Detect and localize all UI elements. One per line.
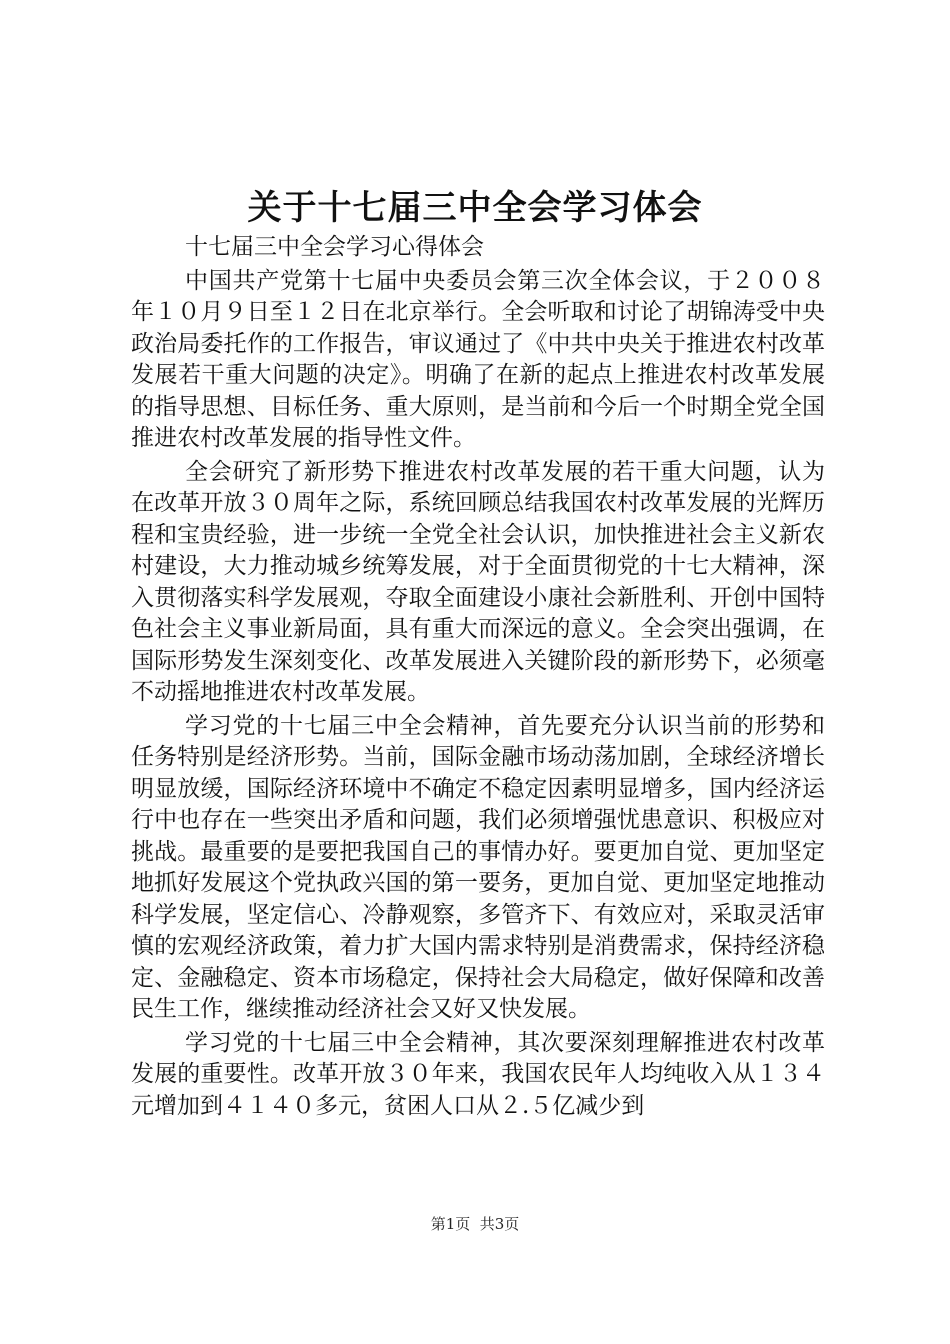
document-body: [131, 232, 825, 1122]
document-title: 关于十七届三中全会学习体会: [247, 188, 703, 228]
paragraph-subtitle: 十七届三中全会学习心得体会: [185, 234, 485, 260]
paragraph: 学习党的十七届三中全会精神，首先要充分认识当前的形势和任务特别是经济形势。当前，国际金融市场动荡加剧，全球经济增长明显放缓，国际经济环境中不确定不稳定因素明显增多，国内经济运行中也存在一些突出矛盾和问题，我们必须增强忧患意识、积极应对挑战。最重要的是要把我国自己的事情办好。要更加自觉、更加坚定地抓好发展这个党执政兴国的第一要务，更加自觉、更加坚定地推动科学发展，坚定信心、冷静观察，多管齐下、有效应对，采取灵活审慎的宏观经济政策，着力扩大国内需求特别是消费需求，保持经济稳定、金融稳定、资本市场稳定，保持社会大局稳定，做好保障和改善民生工作，继续推动经济社会又好又快发展。: [131, 712, 825, 1022]
paragraph: 中国共产党第十七届中央委员会第三次全体会议，于２００８年１０月９日至１２日在北京举行。全会听取和讨论了胡锦涛受中央政治局委托作的工作报告，审议通过了《中共中央关于推进农村改革发展若干重大问题的决定》。明确了在新的起点上推进农村改革发展的指导思想、目标任务、重大原则，是当前和今后一个时期全党全国推进农村改革发展的指导性文件。: [131, 267, 825, 451]
paragraph: 学习党的十七届三中全会精神，其次要深刻理解推进农村改革发展的重要性。改革开放３０年来，我国农民年人均纯收入从１３４元增加到４１４０多元，贫困人口从２.５亿减少到: [131, 1029, 825, 1119]
paragraph: 全会研究了新形势下推进农村改革发展的若干重大问题，认为在改革开放３０周年之际，系统回顾总结我国农村改革发展的光辉历程和宝贵经验，进一步统一全党全社会认识，加快推进社会主义新农村建设，大力推动城乡统筹发展，对于全面贯彻党的十七大精神，深入贯彻落实科学发展观，夺取全面建设小康社会新胜利、开创中国特色社会主义事业新局面，具有重大而深远的意义。全会突出强调，在国际形势发生深刻变化、改革发展进入关键阶段的新形势下，必须毫不动摇地推进农村改革发展。: [131, 458, 825, 705]
page-footer: 第1页 共3页: [430, 1215, 520, 1233]
